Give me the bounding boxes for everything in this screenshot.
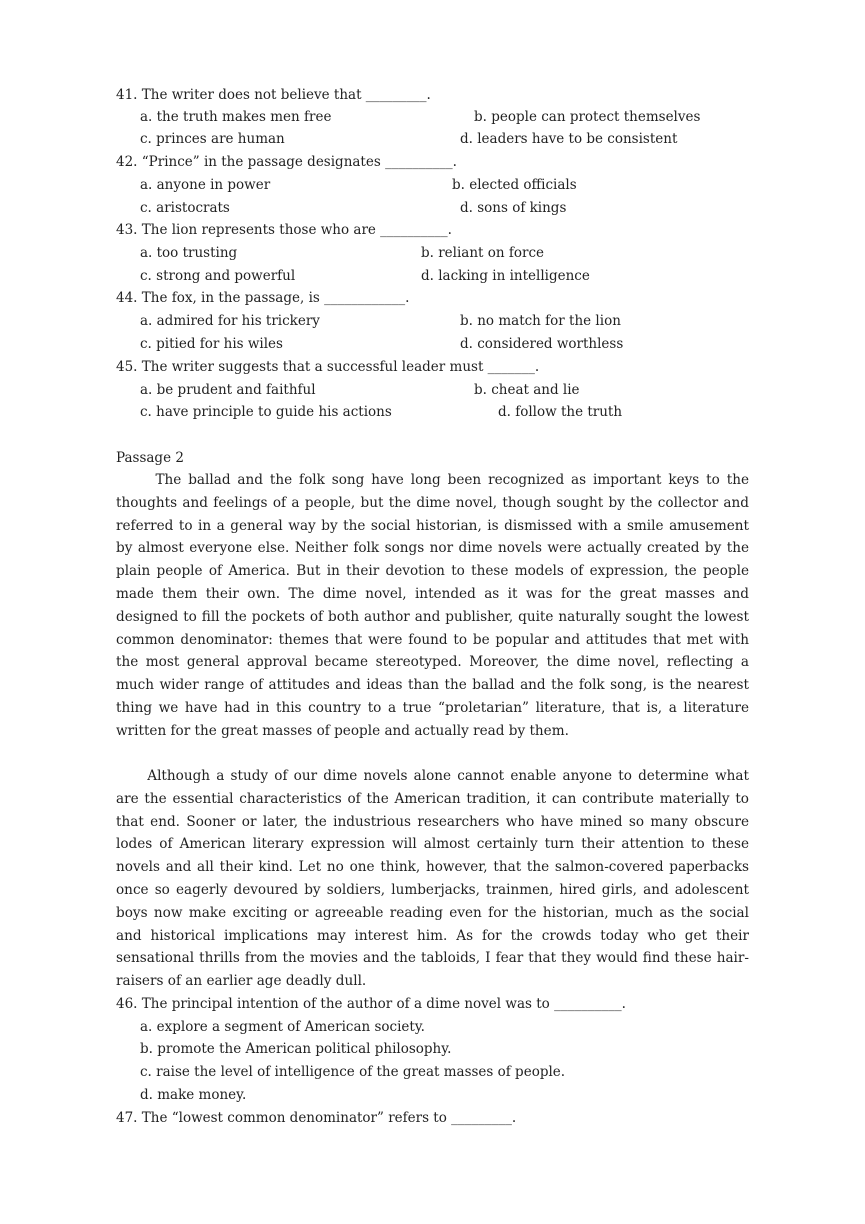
passage-paragraph-1: The ballad and the folk song have long been recognized as important keys to the thoughts and feelings of a people, but the dime novel, though sought by the collector and referred to in a general way by the social historian, is dismissed with a smile amusement by almost everyone else. Neither folk songs nor dime novels were actually created by the plain people of America. But in their devotion to these models of expression, the people made them their own. The dime novel, intended as it was for the great masses and designed to fill the pockets of both author and publisher, quite naturally sought the lowest common denominator: themes that were found to be popular and attitudes that met with the most general approval became stereotyped. Moreover, the dime novel, reflecting a much wider range of attitudes and ideas than the ballad and the folk song, is the nearest thing we have had in this country to a true “proletarian” literature, that is, a literature written for the great masses of people and actually read by them. xyxy=(116,472,749,739)
q44-option-d: d. considered worthless xyxy=(460,336,624,352)
q43-option-b: b. reliant on force xyxy=(421,245,545,261)
q42-option-c: c. aristocrats xyxy=(140,200,230,216)
question-46: 46. The principal intention of the author of a dime novel was to __________. xyxy=(116,996,626,1012)
q45-option-d: d. follow the truth xyxy=(498,404,623,420)
q42-option-b: b. elected officials xyxy=(452,177,577,193)
q45-option-c: c. have principle to guide his actions xyxy=(140,404,392,420)
q43-option-a: a. too trusting xyxy=(140,245,238,261)
q45-option-b: b. cheat and lie xyxy=(474,382,580,398)
passage-heading: Passage 2 xyxy=(116,450,184,466)
q41-option-c: c. princes are human xyxy=(140,131,285,147)
q46-option-d: d. make money. xyxy=(140,1087,247,1103)
question-45: 45. The writer suggests that a successful leader must _______. xyxy=(116,359,540,375)
q44-option-a: a. admired for his trickery xyxy=(140,313,320,329)
question-47: 47. The “lowest common denominator” refers to _________. xyxy=(116,1110,517,1126)
q45-option-a: a. be prudent and faithful xyxy=(140,382,316,398)
question-41: 41. The writer does not believe that _________. xyxy=(116,87,431,103)
question-43: 43. The lion represents those who are __________. xyxy=(116,222,452,238)
q41-option-b: b. people can protect themselves xyxy=(474,109,701,125)
q44-option-b: b. no match for the lion xyxy=(460,313,621,329)
q41-option-d: d. leaders have to be consistent xyxy=(460,131,678,147)
q46-option-c: c. raise the level of intelligence of the great masses of people. xyxy=(140,1064,566,1080)
q43-option-d: d. lacking in intelligence xyxy=(421,268,590,284)
question-42: 42. “Prince” in the passage designates __________. xyxy=(116,154,457,170)
q42-option-a: a. anyone in power xyxy=(140,177,271,193)
q42-option-d: d. sons of kings xyxy=(460,200,567,216)
passage-paragraph-2: Although a study of our dime novels alone cannot enable anyone to determine what are the essential characteristics of the American tradition, it can contribute materially to that end. Sooner or later, the industrious researchers who have mined so many obscure lodes of American literary expression will almost certainly turn their attention to these novels and all their kind. Let no one think, however, that the salmon-covered paperbacks once so eagerly devoured by soldiers, lumberjacks, trainmen, hired girls, and adolescent boys now make exciting or agreeable reading even for the historian, much as the social and historical implications may interest him. As for the crowds today who get their sensational thrills from the movies and the tabloids, I fear that they would find these hair-raisers of an earlier age deadly dull. xyxy=(116,768,749,990)
q44-option-c: c. pitied for his wiles xyxy=(140,336,283,352)
q46-option-a: a. explore a segment of American society. xyxy=(140,1019,425,1035)
question-44: 44. The fox, in the passage, is ____________. xyxy=(116,290,410,306)
q43-option-c: c. strong and powerful xyxy=(140,268,296,284)
q46-option-b: b. promote the American political philosophy. xyxy=(140,1041,452,1057)
q41-option-a: a. the truth makes men free xyxy=(140,109,332,125)
